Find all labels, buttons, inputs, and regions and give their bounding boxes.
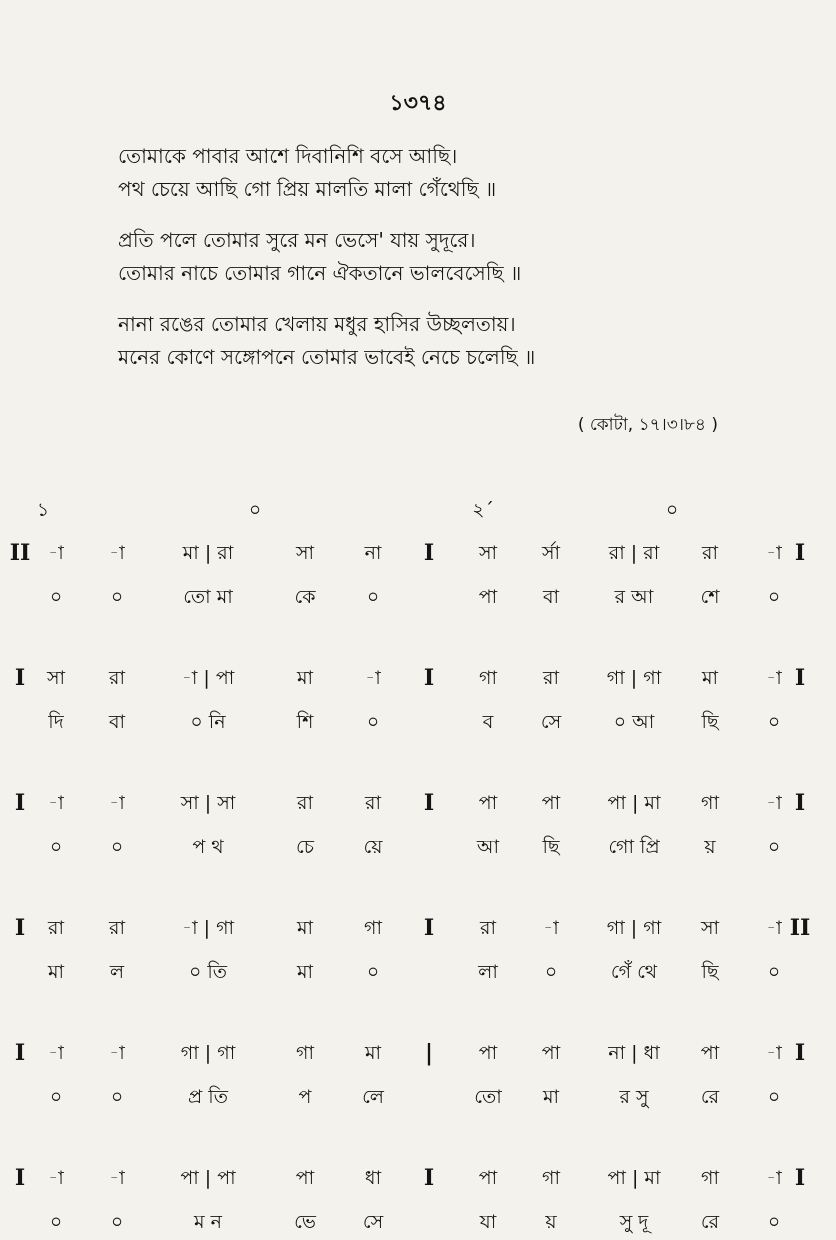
lyric-syllable: লা [478, 961, 498, 983]
lyric-line: তোমার নাচে তোমার গানে ঐকতানে ভালবেসেছি ॥ [118, 261, 522, 285]
swara-note: -া | পা [181, 667, 235, 689]
swara-note: -া [48, 792, 64, 814]
swara-note: মা [296, 917, 314, 939]
lyric-syllable: ০ [366, 711, 380, 733]
swara-note: রা [297, 792, 313, 814]
lyric-syllable: বা [108, 711, 126, 733]
lyric-syllable: ০ [49, 836, 63, 858]
lyric-syllable: যা [479, 1211, 497, 1233]
swara-note: পা | মা [607, 1167, 661, 1189]
swara-note: সা | সা [180, 792, 236, 814]
row-end-bar: II [789, 915, 811, 941]
lyric-syllable: র সু [619, 1086, 649, 1108]
lyric-line: প্রতি পলে তোমার সুরে মন ভেসে' যায় সুদূরে। [118, 228, 476, 252]
lyric-syllable: ০ [49, 1211, 63, 1233]
row-start-bar: I [14, 1165, 26, 1191]
swara-note: -া [766, 792, 782, 814]
lyric-syllable: সে [540, 711, 562, 733]
lyric-syllable: য় [545, 1211, 557, 1233]
swara-note: -া [48, 542, 64, 564]
swara-note: পা [478, 792, 498, 814]
lyric-syllable: ০ [110, 586, 124, 608]
division-bar: I [423, 1165, 435, 1191]
swara-note: গা [364, 917, 382, 939]
lyric-syllable: ব [482, 711, 494, 733]
lyric-syllable: ০ [49, 586, 63, 608]
swara-note: মা [364, 1042, 382, 1064]
beat-mark: ০ [248, 499, 262, 521]
swara-note: পা [295, 1167, 315, 1189]
swara-note: -া [766, 667, 782, 689]
row-start-bar: II [9, 540, 31, 566]
swara-note: -া [109, 1042, 125, 1064]
lyric-syllable: ০ তি [188, 961, 228, 983]
swara-note: -া | গা [181, 917, 235, 939]
swara-note: গা [296, 1042, 314, 1064]
row-end-bar: I [794, 790, 806, 816]
lyric-syllable: ০ [767, 711, 781, 733]
row-start-bar: I [14, 665, 26, 691]
swara-note: রা | রা [608, 542, 660, 564]
swara-note: পা [700, 1042, 720, 1064]
swara-note: পা | মা [607, 792, 661, 814]
lyric-syllable: ছি [701, 961, 719, 983]
lyric-syllable: ০ নি [190, 711, 226, 733]
lyric-syllable: সু দূ [619, 1211, 649, 1233]
swara-note: ধা [364, 1167, 382, 1189]
swara-note: গা [542, 1167, 560, 1189]
source-note: ( কোটা, ১৭।৩।৮৪ ) [577, 415, 718, 435]
swara-note: সা [46, 667, 66, 689]
lyric-syllable: ল [109, 961, 125, 983]
lyric-syllable: মা [542, 1086, 560, 1108]
row-start-bar: I [14, 915, 26, 941]
lyric-syllable: ০ [110, 836, 124, 858]
swara-note: গা [701, 1167, 719, 1189]
swara-note: রা [543, 667, 559, 689]
lyric-syllable: ০ [366, 961, 380, 983]
lyric-syllable: শে [700, 586, 720, 608]
lyric-syllable: তো [474, 1086, 502, 1108]
lyric-syllable: ০ আ [613, 711, 655, 733]
lyric-syllable: ছি [542, 836, 560, 858]
lyric-syllable: মা [296, 961, 314, 983]
swara-note: সা [295, 542, 315, 564]
lyric-syllable: ০ [767, 1211, 781, 1233]
swara-note: মা [701, 667, 719, 689]
lyric-syllable: ০ [767, 961, 781, 983]
swara-note: -া [109, 792, 125, 814]
lyric-line: তোমাকে পাবার আশে দিবানিশি বসে আছি। [118, 144, 458, 168]
row-start-bar: I [14, 790, 26, 816]
lyric-syllable: গো প্রি [608, 836, 660, 858]
lyric-syllable: ০ [110, 1211, 124, 1233]
row-end-bar: I [794, 1040, 806, 1066]
swara-note: -া [543, 917, 559, 939]
division-bar: I [423, 665, 435, 691]
lyric-syllable: সে [362, 1211, 384, 1233]
swara-note: রা [48, 917, 64, 939]
lyric-syllable: চে [296, 836, 314, 858]
lyric-line: মনের কোণে সঙ্গোপনে তোমার ভাবেই নেচে চলেছি ॥ [118, 345, 536, 369]
lyric-syllable: ০ [49, 1086, 63, 1108]
swara-note: র্সা [541, 542, 561, 564]
lyric-syllable: প্র তি [188, 1086, 228, 1108]
row-end-bar: I [794, 540, 806, 566]
lyric-syllable: ০ [767, 1086, 781, 1108]
swara-note: রা [109, 917, 125, 939]
page-number: ১৩৭৪ [389, 91, 447, 116]
swara-note: পা | পা [180, 1167, 236, 1189]
lyric-syllable: লে [362, 1086, 384, 1108]
lyric-syllable: ০ [544, 961, 558, 983]
swara-note: -া [109, 542, 125, 564]
swara-note: গা [479, 667, 497, 689]
swara-note: গা [701, 792, 719, 814]
lyric-line: নানা রঙের তোমার খেলায় মধুর হাসির উচ্ছলতায়। [118, 312, 516, 336]
swara-note: গা | গা [606, 917, 662, 939]
swara-note: মা | রা [182, 542, 234, 564]
swara-note: সা [478, 542, 498, 564]
row-start-bar: I [14, 1040, 26, 1066]
lyric-syllable: ০ [767, 586, 781, 608]
lyric-syllable: রে [700, 1086, 720, 1108]
lyric-syllable: কে [294, 586, 316, 608]
lyric-syllable: মা [47, 961, 65, 983]
beat-mark: ১ [36, 499, 50, 521]
division-bar: | [424, 1040, 434, 1066]
row-end-bar: I [794, 665, 806, 691]
swara-note: -া [766, 542, 782, 564]
lyric-syllable: গেঁ থে [610, 961, 658, 983]
beat-mark: ২´ [472, 499, 494, 521]
lyric-syllable: প থ [192, 836, 224, 858]
swara-note: -া [109, 1167, 125, 1189]
swara-note: পা [541, 1042, 561, 1064]
swara-note: -া [48, 1042, 64, 1064]
lyric-syllable: ০ [110, 1086, 124, 1108]
division-bar: I [423, 540, 435, 566]
swara-note: -া [48, 1167, 64, 1189]
lyric-syllable: প [298, 1086, 312, 1108]
lyric-syllable: ছি [701, 711, 719, 733]
lyric-syllable: ০ [767, 836, 781, 858]
lyric-syllable: য় [704, 836, 716, 858]
lyric-syllable: রে [700, 1211, 720, 1233]
swara-note: রা [365, 792, 381, 814]
row-end-bar: I [794, 1165, 806, 1191]
swara-note: পা [541, 792, 561, 814]
beat-mark: ০ [665, 499, 679, 521]
swara-note: -া [766, 1167, 782, 1189]
lyric-syllable: পা [478, 586, 498, 608]
swara-note: রা [480, 917, 496, 939]
swara-note: মা [296, 667, 314, 689]
swara-note: -া [766, 1042, 782, 1064]
swara-note: পা [478, 1042, 498, 1064]
lyric-syllable: র আ [614, 586, 654, 608]
lyric-syllable: তো মা [183, 586, 233, 608]
swara-note: রা [109, 667, 125, 689]
swara-note: রা [702, 542, 718, 564]
lyric-syllable: শি [296, 711, 314, 733]
swara-note: না | ধা [608, 1042, 660, 1064]
swara-note: না [364, 542, 382, 564]
division-bar: I [423, 790, 435, 816]
division-bar: I [423, 915, 435, 941]
lyric-syllable: ০ [366, 586, 380, 608]
swara-note: গা | গা [180, 1042, 236, 1064]
lyric-syllable: বা [542, 586, 560, 608]
lyric-syllable: দি [48, 711, 64, 733]
swara-note: -া [766, 917, 782, 939]
lyric-syllable: ভে [294, 1211, 316, 1233]
swara-note: -া [365, 667, 381, 689]
swara-note: গা | গা [606, 667, 662, 689]
lyric-syllable: ম ন [194, 1211, 222, 1233]
lyric-syllable: আ [476, 836, 500, 858]
lyric-syllable: য়ে [363, 836, 383, 858]
swara-note: পা [478, 1167, 498, 1189]
lyric-line: পথ চেয়ে আছি গো প্রিয় মালতি মালা গেঁথেছি ॥ [118, 177, 497, 201]
swara-note: সা [700, 917, 720, 939]
